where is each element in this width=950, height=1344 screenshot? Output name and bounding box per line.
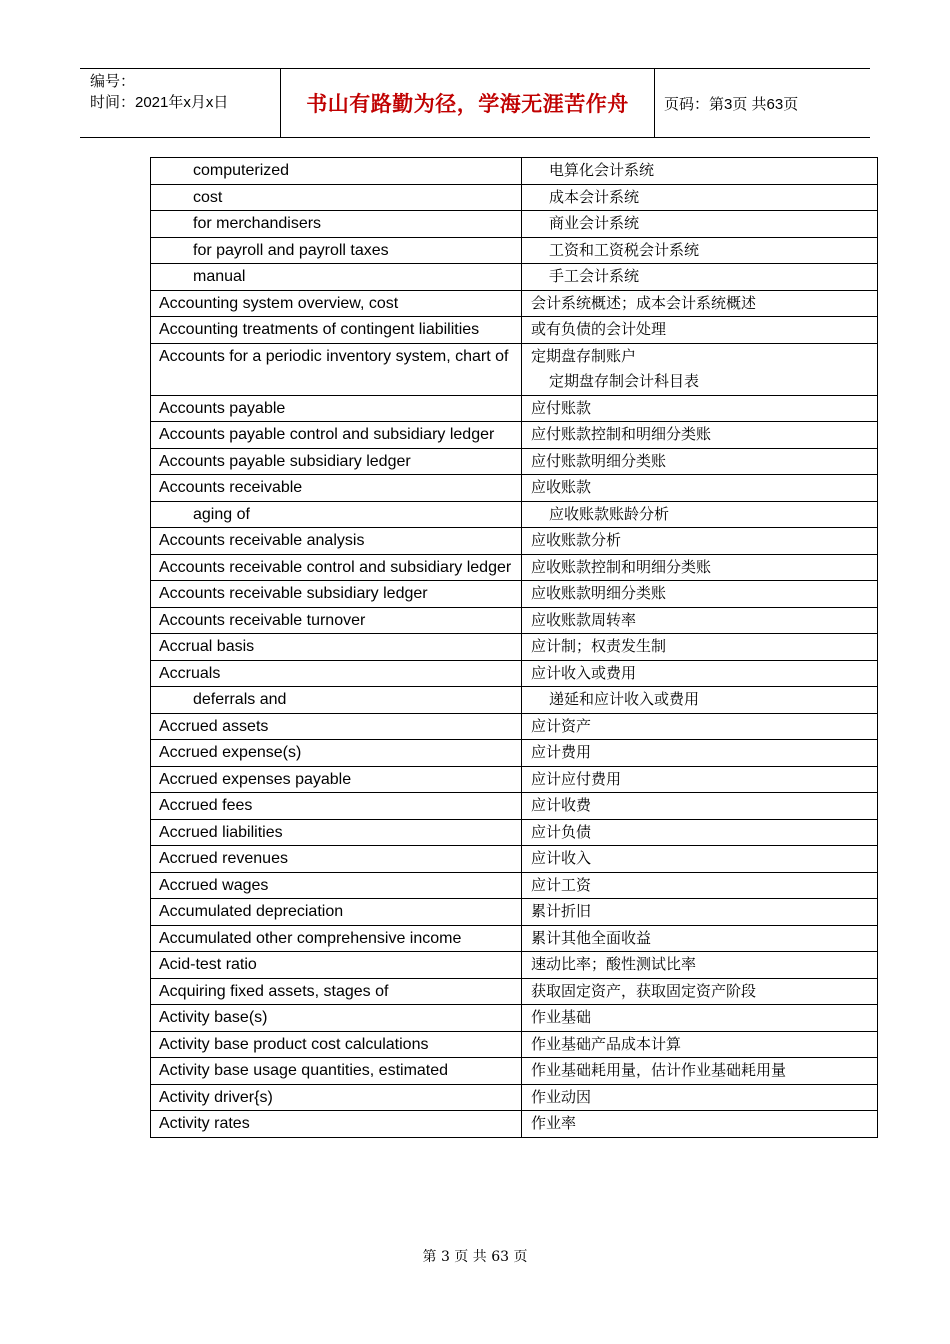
term-chinese-text-secondary: 定期盘存制会计科目表 xyxy=(549,372,700,390)
term-chinese-text: 速动比率；酸性测试比率 xyxy=(531,955,697,973)
term-english xyxy=(151,290,522,317)
term-english-text: computerized xyxy=(193,162,290,179)
glossary-row xyxy=(151,554,878,581)
term-english xyxy=(151,1111,522,1138)
term-english-text: Acquiring fixed assets, stages of xyxy=(159,982,389,1000)
glossary-row xyxy=(151,184,878,211)
term-english xyxy=(151,713,522,740)
term-english-text: for payroll and payroll taxes xyxy=(193,241,389,259)
glossary-row xyxy=(151,978,878,1005)
term-english xyxy=(151,528,522,555)
term-chinese xyxy=(522,713,878,740)
term-english-text: Acid-test ratio xyxy=(159,956,257,973)
term-chinese-text: 应收账款明细分类账 xyxy=(531,584,667,602)
term-english xyxy=(151,607,522,634)
term-chinese-text: 应付账款明细分类账 xyxy=(531,451,667,470)
term-chinese-text: 应收账款账龄分析 xyxy=(549,504,670,523)
term-chinese-text: 应计制；权责发生制 xyxy=(531,637,667,655)
glossary-row xyxy=(151,713,878,740)
term-chinese-text: 应收账款周转率 xyxy=(531,610,637,629)
term-english-text: Accounts payable subsidiary ledger xyxy=(159,452,411,470)
glossary-row xyxy=(151,581,878,608)
term-english xyxy=(151,158,522,185)
term-english xyxy=(151,766,522,793)
glossary-row xyxy=(151,422,878,449)
term-english xyxy=(151,1005,522,1032)
glossary-row xyxy=(151,872,878,899)
header-meta xyxy=(80,69,281,137)
term-english xyxy=(151,422,522,449)
term-chinese xyxy=(522,766,878,793)
header-motto: 书山有路勤为径，学海无涯苦作舟 xyxy=(281,69,655,137)
glossary-row xyxy=(151,475,878,502)
term-chinese-text: 作业基础耗用量，估计作业基础耗用量 xyxy=(531,1061,787,1079)
term-chinese-text: 应计应付费用 xyxy=(531,769,622,788)
glossary-row xyxy=(151,1111,878,1138)
glossary-row xyxy=(151,264,878,291)
term-chinese xyxy=(522,581,878,608)
glossary-row xyxy=(151,395,878,422)
term-english-text: Activity base(s) xyxy=(159,1009,268,1026)
glossary-row xyxy=(151,528,878,555)
term-chinese xyxy=(522,448,878,475)
term-chinese-text: 累计折旧 xyxy=(531,902,592,920)
term-chinese-text: 应计收费 xyxy=(531,796,592,814)
glossary-row xyxy=(151,1084,878,1111)
term-chinese-text: 获取固定资产，获取固定资产阶段 xyxy=(531,981,757,1000)
term-chinese xyxy=(522,978,878,1005)
glossary-row xyxy=(151,660,878,687)
term-english-text: Accounts for a periodic inventory system, chart of xyxy=(159,347,509,365)
glossary-row xyxy=(151,290,878,317)
glossary-row xyxy=(151,740,878,767)
term-chinese-text: 电算化会计系统 xyxy=(549,161,655,179)
glossary-row xyxy=(151,952,878,979)
term-english-text: cost xyxy=(193,188,223,206)
term-chinese-text: 作业基础产品成本计算 xyxy=(531,1034,682,1053)
term-english-text: deferrals and xyxy=(193,691,287,708)
term-english xyxy=(151,952,522,979)
term-chinese xyxy=(522,422,878,449)
term-chinese-text: 应付账款控制和明细分类账 xyxy=(531,425,712,443)
term-english xyxy=(151,184,522,211)
glossary-row xyxy=(151,237,878,264)
glossary-row xyxy=(151,211,878,238)
term-chinese xyxy=(522,317,878,344)
glossary-row xyxy=(151,925,878,952)
term-chinese-text: 应计负债 xyxy=(531,822,592,841)
term-english xyxy=(151,660,522,687)
term-chinese-text: 商业会计系统 xyxy=(549,214,640,232)
glossary-row xyxy=(151,687,878,714)
glossary-row xyxy=(151,607,878,634)
term-chinese-text: 应计收入或费用 xyxy=(531,663,637,682)
term-english-text: Accumulated depreciation xyxy=(159,903,344,920)
term-english xyxy=(151,501,522,528)
term-english xyxy=(151,448,522,475)
term-chinese xyxy=(522,952,878,979)
term-english-text: Accrual basis xyxy=(159,638,255,655)
term-chinese xyxy=(522,1058,878,1085)
term-english-text: Accrued expense(s) xyxy=(159,744,302,761)
term-english-text: Activity base usage quantities, estimated xyxy=(159,1062,449,1079)
term-english xyxy=(151,872,522,899)
term-chinese xyxy=(522,819,878,846)
term-chinese xyxy=(522,475,878,502)
term-chinese-text: 工资和工资税会计系统 xyxy=(549,240,700,259)
term-english-text: Accrued revenues xyxy=(159,850,288,867)
term-english xyxy=(151,846,522,873)
glossary-row xyxy=(151,846,878,873)
header-page-code: 页码：第3页 共63页 xyxy=(664,95,799,113)
term-chinese xyxy=(522,925,878,952)
term-english-text: Accounts receivable subsidiary ledger xyxy=(159,585,428,602)
term-english xyxy=(151,634,522,661)
term-english-text: Accounts payable control and subsidiary ledger xyxy=(159,426,495,443)
document-date-label: 时间：2021年x月x日 xyxy=(90,94,229,111)
term-chinese xyxy=(522,528,878,555)
term-chinese xyxy=(522,184,878,211)
term-english xyxy=(151,925,522,952)
term-chinese-text: 作业动因 xyxy=(531,1087,592,1106)
term-english-text: aging of xyxy=(193,505,250,523)
document-number-label: 编号： xyxy=(90,73,136,90)
term-english xyxy=(151,264,522,291)
term-chinese-text: 应计费用 xyxy=(531,743,592,761)
term-english xyxy=(151,237,522,264)
term-english xyxy=(151,211,522,238)
term-chinese xyxy=(522,793,878,820)
term-chinese-text: 或有负债的会计处理 xyxy=(531,320,667,338)
term-chinese-text: 作业率 xyxy=(531,1114,577,1132)
term-english xyxy=(151,687,522,714)
glossary-row xyxy=(151,1058,878,1085)
term-chinese-text: 成本会计系统 xyxy=(549,187,640,206)
glossary-body xyxy=(151,158,878,1138)
glossary-row xyxy=(151,634,878,661)
term-english-text: Accounts receivable turnover xyxy=(159,611,366,629)
term-chinese xyxy=(522,899,878,926)
term-english xyxy=(151,475,522,502)
term-chinese xyxy=(522,501,878,528)
term-chinese-text: 会计系统概述；成本会计系统概述 xyxy=(531,293,757,312)
term-chinese-text: 应计收入 xyxy=(531,849,592,867)
term-english xyxy=(151,343,522,395)
glossary-row xyxy=(151,501,878,528)
term-chinese xyxy=(522,1084,878,1111)
term-chinese xyxy=(522,687,878,714)
term-chinese-text: 定期盘存制账户 xyxy=(531,346,637,365)
term-english-text: Accrued liabilities xyxy=(159,823,283,841)
page-footer: 第 3 页 共 63 页 xyxy=(422,1249,528,1265)
glossary-row xyxy=(151,448,878,475)
term-english-text: Accrued assets xyxy=(159,717,269,735)
term-chinese xyxy=(522,237,878,264)
term-english-text: Activity driver{s) xyxy=(159,1088,273,1106)
term-chinese xyxy=(522,264,878,291)
term-english xyxy=(151,740,522,767)
glossary-row xyxy=(151,343,878,395)
term-chinese xyxy=(522,740,878,767)
glossary-row xyxy=(151,317,878,344)
term-english xyxy=(151,554,522,581)
term-english-text: Accrued expenses payable xyxy=(159,770,352,788)
term-english-text: Accounts receivable analysis xyxy=(159,532,365,549)
term-chinese-text: 应计工资 xyxy=(531,875,592,894)
term-chinese-text: 应收账款 xyxy=(531,478,592,496)
term-english-text: for merchandisers xyxy=(193,215,322,232)
term-chinese xyxy=(522,554,878,581)
term-chinese-text: 应收账款分析 xyxy=(531,531,622,549)
term-english xyxy=(151,1031,522,1058)
glossary-row xyxy=(151,766,878,793)
term-english xyxy=(151,819,522,846)
term-english xyxy=(151,899,522,926)
term-english-text: Accounts receivable xyxy=(159,479,303,496)
term-english-text: Activity base product cost calculations xyxy=(159,1035,429,1053)
term-english-text: Accounts receivable control and subsidiary ledger xyxy=(159,558,512,576)
term-english-text: manual xyxy=(193,268,246,285)
term-english xyxy=(151,793,522,820)
term-english-text: Accounts payable xyxy=(159,399,286,417)
term-chinese-text: 递延和应计收入或费用 xyxy=(549,690,700,708)
term-english-text: Accrued fees xyxy=(159,797,253,814)
glossary-row xyxy=(151,1031,878,1058)
term-chinese xyxy=(522,290,878,317)
term-english-text: Accrued wages xyxy=(159,876,269,894)
term-english-text: Accruals xyxy=(159,664,221,682)
term-chinese xyxy=(522,660,878,687)
term-english xyxy=(151,317,522,344)
glossary-row xyxy=(151,899,878,926)
glossary-row xyxy=(151,1005,878,1032)
term-chinese xyxy=(522,607,878,634)
term-english xyxy=(151,1058,522,1085)
glossary-row xyxy=(151,158,878,185)
term-chinese-text: 累计其他全面收益 xyxy=(531,928,652,947)
term-english xyxy=(151,1084,522,1111)
term-chinese xyxy=(522,395,878,422)
term-chinese-text: 手工会计系统 xyxy=(549,267,640,285)
term-english-text: Accounting system overview, cost xyxy=(159,294,399,312)
term-chinese-text: 应收账款控制和明细分类账 xyxy=(531,557,712,576)
term-chinese-text: 作业基础 xyxy=(531,1008,592,1026)
term-chinese-text: 应计资产 xyxy=(531,716,592,735)
page-header xyxy=(80,68,870,138)
term-chinese xyxy=(522,1005,878,1032)
glossary-table xyxy=(150,157,878,1138)
term-english xyxy=(151,978,522,1005)
glossary-row xyxy=(151,793,878,820)
term-chinese xyxy=(522,158,878,185)
term-chinese xyxy=(522,1111,878,1138)
term-chinese xyxy=(522,634,878,661)
term-english-text: Activity rates xyxy=(159,1115,250,1132)
term-english xyxy=(151,581,522,608)
term-english-text: Accounting treatments of contingent liabilities xyxy=(159,321,480,338)
term-chinese xyxy=(522,343,878,395)
glossary-row xyxy=(151,819,878,846)
term-chinese xyxy=(522,1031,878,1058)
term-chinese-text: 应付账款 xyxy=(531,398,592,417)
term-chinese xyxy=(522,211,878,238)
term-english xyxy=(151,395,522,422)
term-chinese xyxy=(522,872,878,899)
term-english-text: Accumulated other comprehensive income xyxy=(159,929,462,947)
term-chinese xyxy=(522,846,878,873)
